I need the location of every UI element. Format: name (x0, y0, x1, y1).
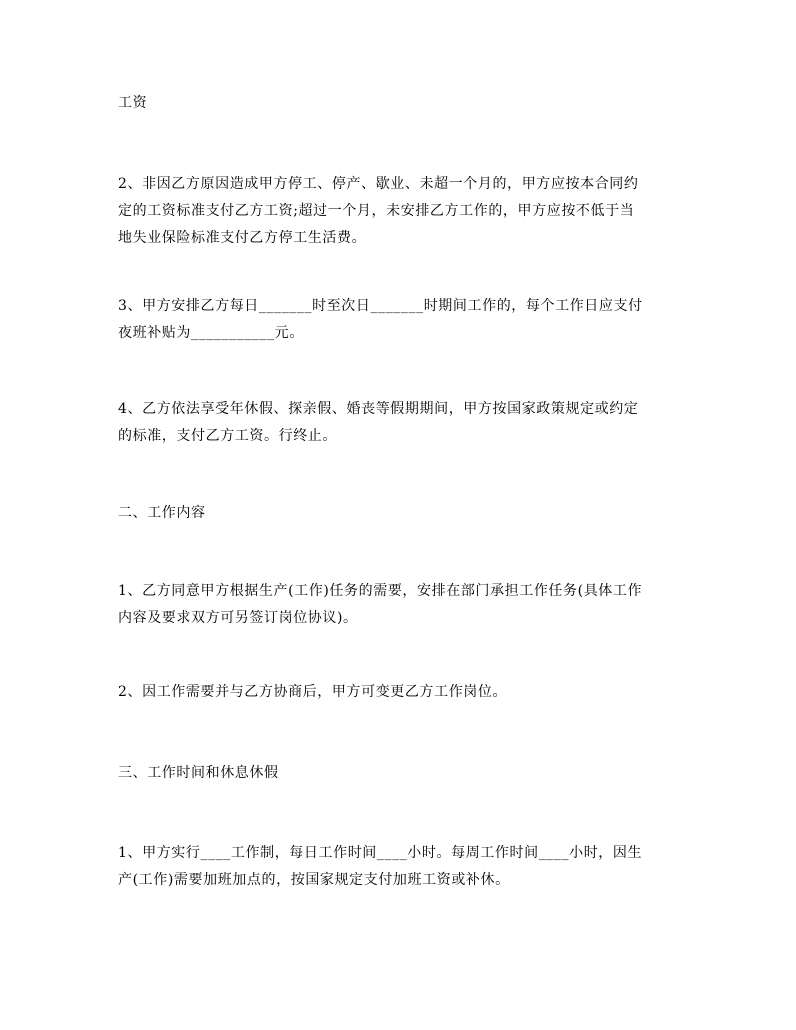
paragraph-leave-pay (118, 396, 678, 450)
text-line: 1、甲方实行____工作制，每日工作时间____小时。每周工作时间____小时，因生 (118, 845, 643, 861)
text-line: 2、非因乙方原因造成甲方停工、停产、歇业、未超一个月的，甲方应按本合同约 (118, 176, 639, 192)
paragraph-work-stoppage (118, 171, 678, 252)
text-line: 2、因工作需要并与乙方协商后，甲方可变更乙方工作岗位。 (118, 684, 508, 700)
paragraph-work-schedule (118, 840, 678, 894)
text-line: 夜班补贴为___________元。 (118, 325, 304, 341)
text-line: 产(工作)需要加班加点的，按国家规定支付加班工资或补休。 (118, 872, 510, 888)
text-line: 工资 (118, 95, 148, 111)
paragraph-work-assignment (118, 578, 678, 632)
text-line: 内容及要求双方可另签订岗位协议)。 (118, 610, 358, 626)
section-continuation-wage (118, 90, 678, 117)
text-line: 三、工作时间和休息休假 (118, 765, 279, 781)
section-heading-work-hours (118, 760, 678, 787)
paragraph-night-shift (118, 293, 678, 347)
text-line: 地失业保险标准支付乙方停工生活费。 (118, 230, 367, 246)
text-line: 3、甲方安排乙方每日_______时至次日_______时期间工作的，每个工作日应支付 (118, 298, 643, 314)
section-heading-work-content (118, 500, 678, 527)
text-line: 的标准，支付乙方工资。行终止。 (118, 428, 337, 444)
text-line: 1、乙方同意甲方根据生产(工作)任务的需要，安排在部门承担工作任务(具体工作 (118, 583, 643, 599)
text-line: 4、乙方依法享受年休假、探亲假、婚丧等假期期间，甲方按国家政策规定或约定 (118, 401, 639, 417)
paragraph-position-change (118, 679, 678, 706)
text-line: 定的工资标准支付乙方工资;超过一个月，未安排乙方工作的，甲方应按不低于当 (118, 203, 635, 219)
text-line: 二、工作内容 (118, 505, 206, 521)
